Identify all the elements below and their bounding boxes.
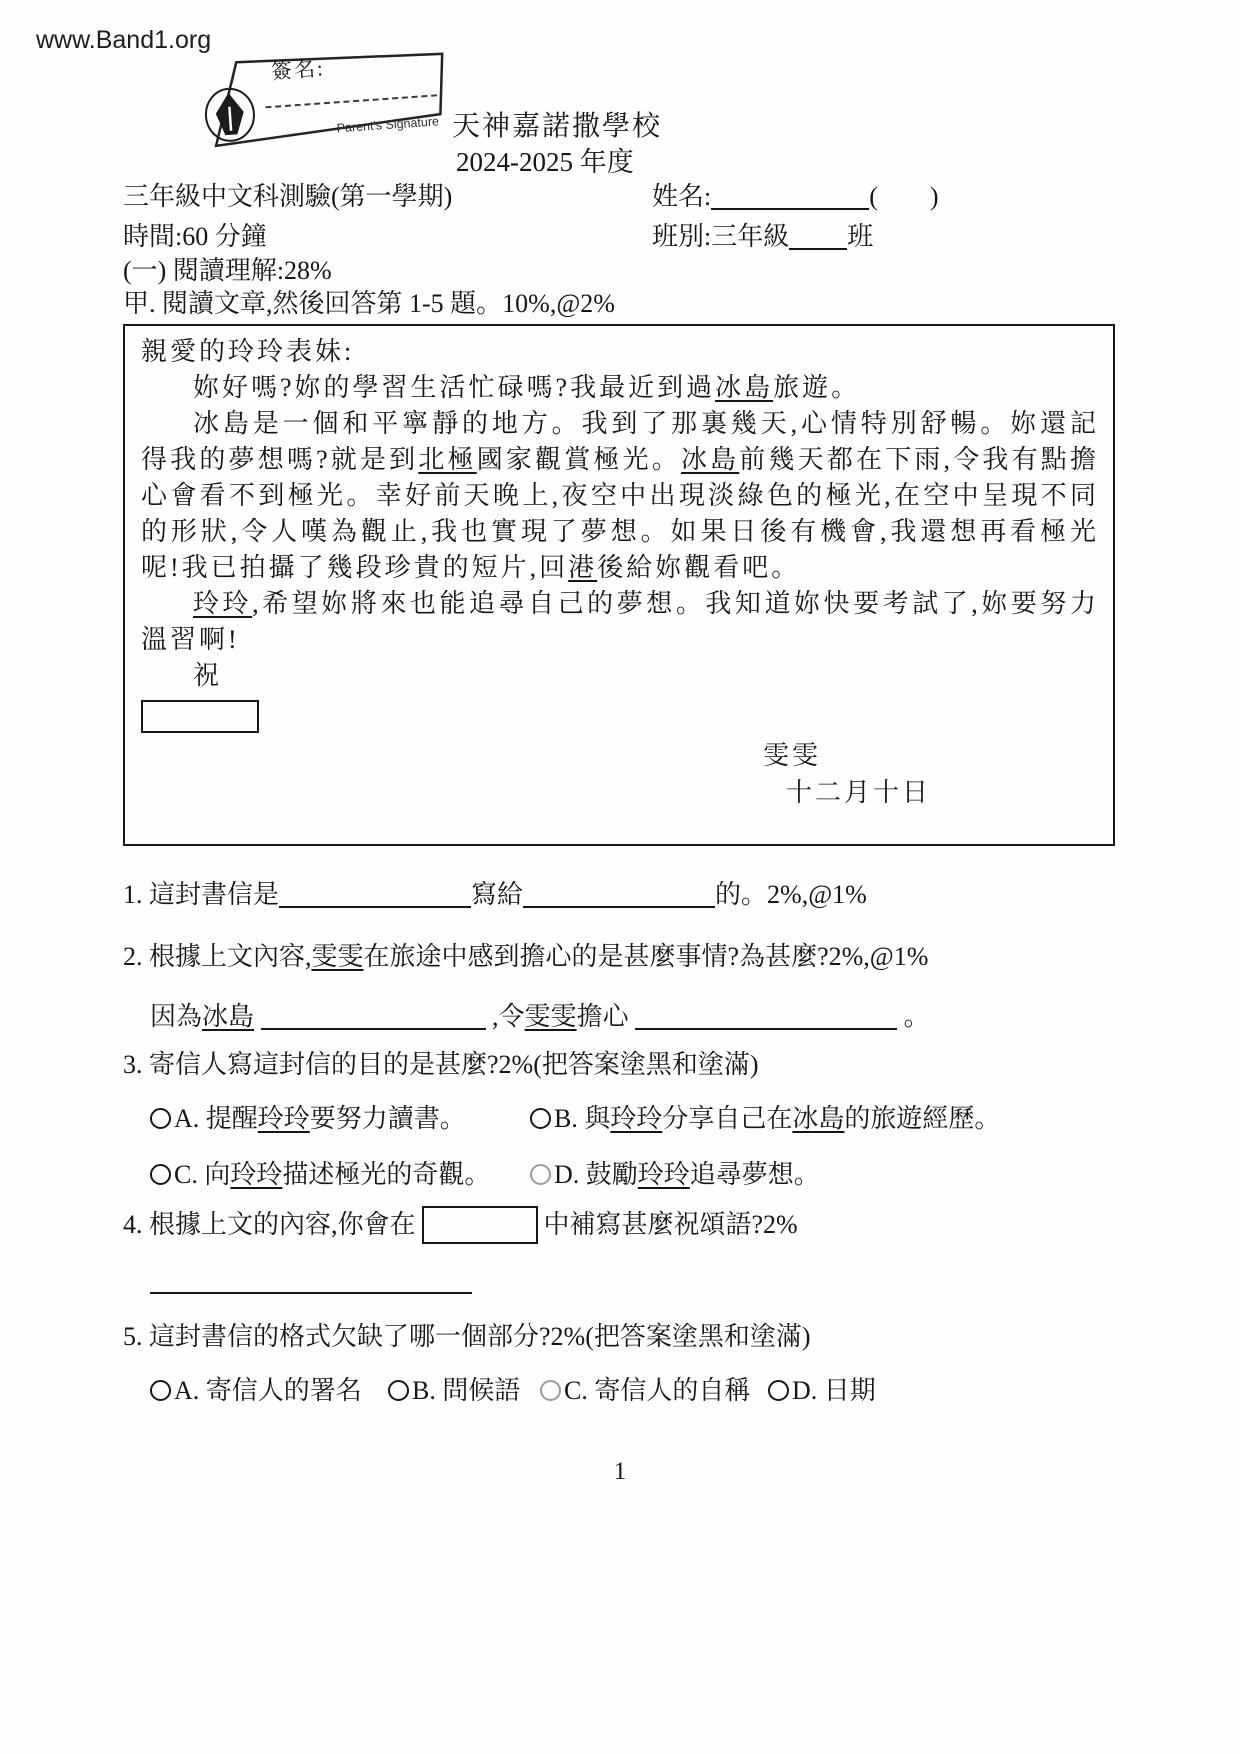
- q1-text-mid: 寫給: [471, 880, 524, 909]
- option-bubble[interactable]: [768, 1380, 789, 1401]
- section-title: (一) 閱讀理解:28%: [123, 256, 332, 285]
- q1-text-post: 的。2%,@1%: [715, 880, 867, 909]
- option-label: B. 與玲玲分享自己在冰島的旅遊經歷。: [554, 1104, 1001, 1133]
- question-2: 2. 根據上文內容,雯雯在旅途中感到擔心的是甚麼事情?為甚麼?2%,@1%: [123, 942, 929, 971]
- letter-paragraph-1: 妳好嗎?妳的學習生活忙碌嗎?我最近到過冰島旅遊。: [193, 373, 861, 402]
- q4-text-pre: 4. 根據上文的內容,你會在: [123, 1210, 416, 1239]
- name-label: 姓名:: [652, 182, 712, 211]
- option-bubble[interactable]: [150, 1164, 171, 1185]
- option-label: B. 問候語: [412, 1376, 521, 1405]
- option-bubble[interactable]: [540, 1380, 561, 1401]
- watermark: www.Band1.org: [36, 26, 212, 54]
- page-number: 1: [613, 1458, 627, 1485]
- q4-text-post: 中補寫甚麼祝頌語?2%: [543, 1210, 798, 1239]
- letter-salutation: 親愛的玲玲表妹:: [141, 337, 355, 366]
- letter-closing: 祝: [193, 661, 223, 690]
- question-5: 5. 這封書信的格式欠缺了哪一個部分?2%(把答案塗黑和塗滿): [123, 1322, 811, 1351]
- q1-blank-2[interactable]: [523, 880, 715, 908]
- school-name: 天神嘉諾撒學校: [452, 111, 663, 142]
- question-3: 3. 寄信人寫這封信的目的是甚麼?2%(把答案塗黑和塗滿): [123, 1050, 759, 1079]
- letter-date: 十二月十日: [785, 778, 931, 807]
- letter-signature: 雯雯: [762, 741, 821, 770]
- stamp-sublabel: Parent's Signature: [336, 114, 440, 136]
- q3-options-row-2: [150, 1158, 1120, 1192]
- time-label: 時間:60 分鐘: [123, 222, 267, 251]
- q3-option-a[interactable]: [150, 1102, 530, 1136]
- class-label: 班別:三年級: [652, 222, 790, 251]
- q2-blank-1[interactable]: [261, 1002, 486, 1030]
- pen-icon: [202, 85, 258, 144]
- letter-box: [123, 324, 1115, 846]
- name-blank[interactable]: [711, 182, 869, 210]
- school-year: 2024-2025 年度: [456, 147, 634, 177]
- name-row: [652, 180, 939, 214]
- q5-option-b[interactable]: [388, 1374, 540, 1408]
- q5-option-c[interactable]: [540, 1374, 768, 1408]
- part-instruction: 甲. 閱讀文章,然後回答第 1-5 題。10%,@2%: [123, 289, 615, 318]
- q5-option-a[interactable]: [150, 1374, 388, 1408]
- stamp-label: 簽名:: [270, 56, 326, 84]
- question-1: [123, 878, 867, 912]
- letter-paragraph-2: 冰島是一個和平寧靜的地方。我到了那裏幾天,心情特別舒暢。妳還記得我的夢想嗎?就是到北極國家觀賞極光。冰島前幾天都在下雨,令我有點擔心會看不到極光。幸好前天晚上,夜空中出現淡綠色的極光,在空中呈現不同的形狀,令人嘆為觀止,我也實現了夢想。如果日後有機會,我還想再看極光呢!我已拍攝了幾段珍貴的短片,回港後給妳觀看吧。: [141, 409, 1099, 582]
- greeting-box[interactable]: [141, 700, 259, 733]
- q2-answer-pre: 因為冰島: [150, 1002, 255, 1031]
- q2-answer-end: 。: [903, 1002, 930, 1031]
- option-label: C. 寄信人的自稱: [564, 1376, 751, 1405]
- option-bubble[interactable]: [530, 1164, 551, 1185]
- q1-blank-1[interactable]: [279, 880, 471, 908]
- option-label: C. 向玲玲描述極光的奇觀。: [174, 1160, 491, 1189]
- q3-option-b[interactable]: [530, 1102, 1000, 1136]
- class-row: [652, 220, 873, 254]
- question-4: [123, 1206, 798, 1244]
- q1-text-pre: 1. 這封書信是: [123, 880, 280, 909]
- q4-answer-line[interactable]: [150, 1292, 472, 1294]
- exam-title: 三年級中文科測驗(第一學期): [123, 182, 453, 211]
- option-label: D. 日期: [792, 1376, 876, 1405]
- option-label: D. 鼓勵玲玲追尋夢想。: [554, 1160, 820, 1189]
- q2-blank-2[interactable]: [635, 1002, 897, 1030]
- option-bubble[interactable]: [150, 1108, 171, 1129]
- option-bubble[interactable]: [150, 1380, 171, 1401]
- parent-signature-stamp[interactable]: [200, 41, 454, 154]
- class-blank[interactable]: [789, 222, 847, 250]
- q3-options-row-1: [150, 1102, 1120, 1136]
- q2-answer-mid: ,令雯雯擔心: [492, 1002, 629, 1031]
- option-label: A. 寄信人的署名: [174, 1376, 362, 1405]
- q5-options-row: [150, 1374, 1120, 1408]
- name-paren: ( ): [869, 182, 939, 211]
- q4-answer-box[interactable]: [422, 1206, 538, 1244]
- option-bubble[interactable]: [388, 1380, 409, 1401]
- question-2-answer: [150, 1000, 930, 1034]
- letter-paragraph-3: 玲玲,希望妳將來也能追尋自己的夢想。我知道妳快要考試了,妳要努力溫習啊!: [141, 589, 1099, 654]
- option-bubble[interactable]: [530, 1108, 551, 1129]
- q5-option-d[interactable]: [768, 1374, 876, 1408]
- class-suffix: 班: [847, 222, 874, 251]
- q3-option-d[interactable]: [530, 1158, 820, 1192]
- option-label: A. 提醒玲玲要努力讀書。: [174, 1104, 466, 1133]
- q3-option-c[interactable]: [150, 1158, 530, 1192]
